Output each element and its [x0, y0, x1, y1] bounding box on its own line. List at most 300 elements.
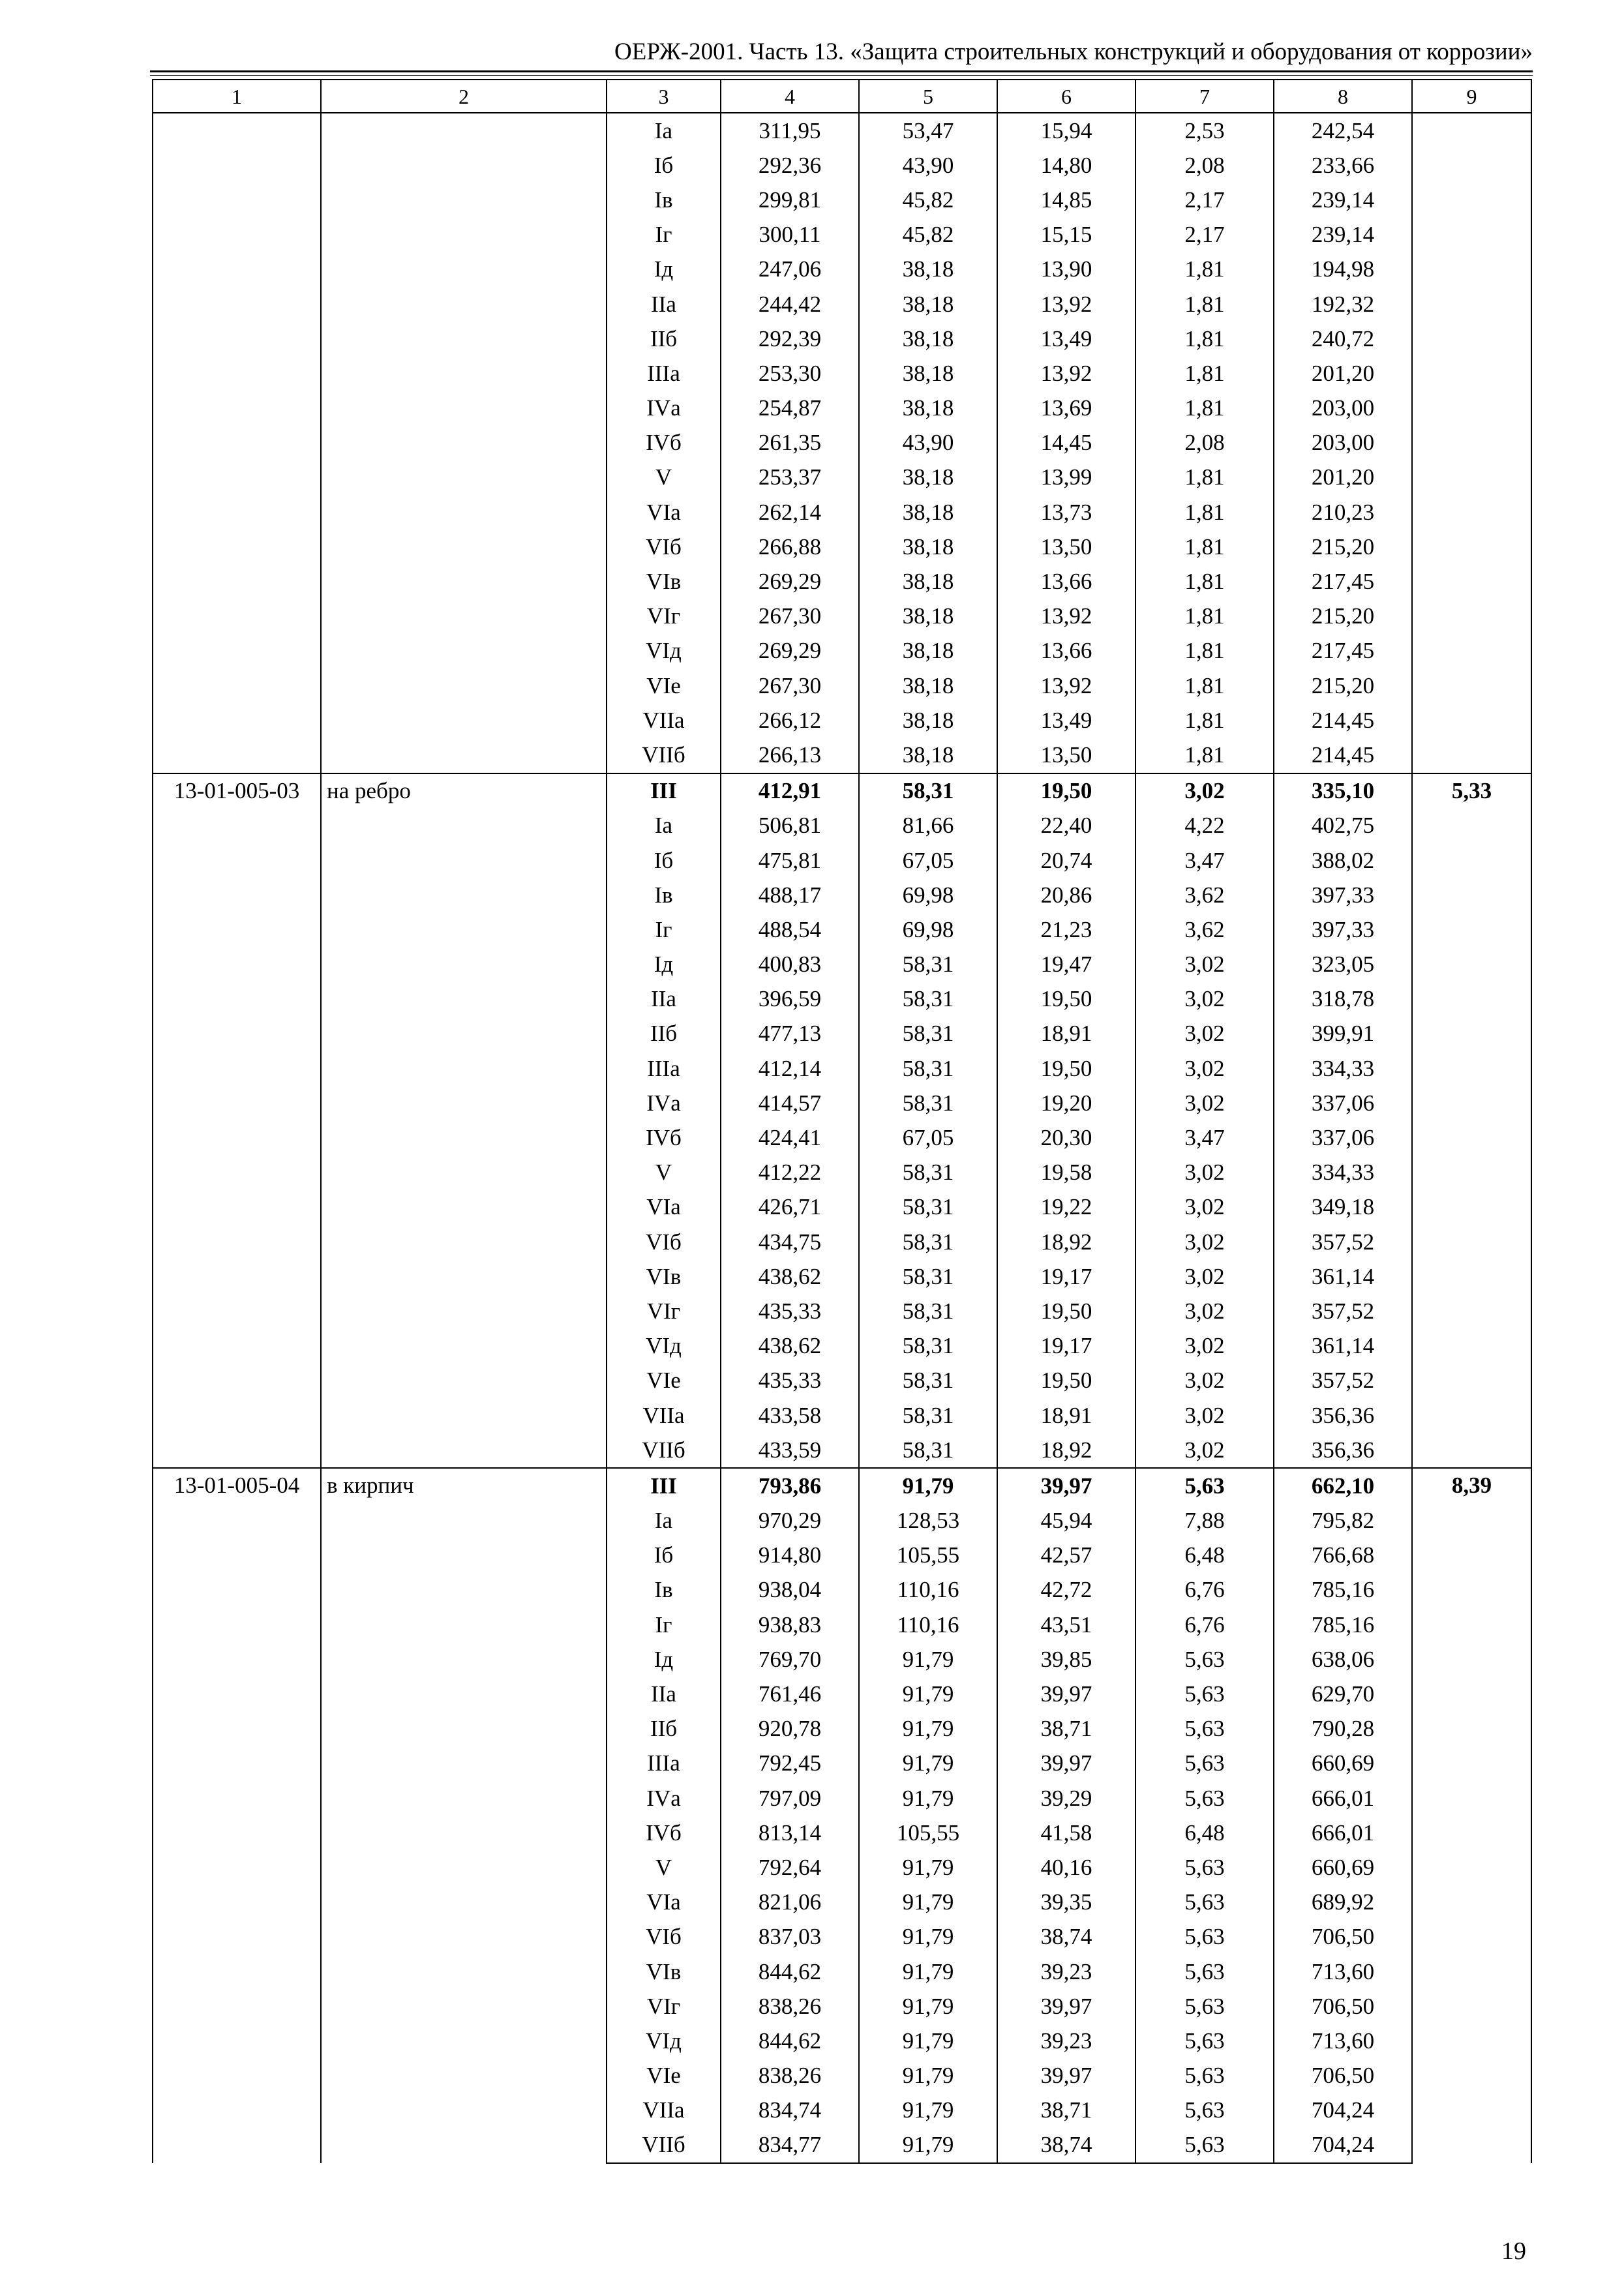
value-col6-cell: 13,73	[997, 495, 1135, 530]
column-number: 7	[1135, 80, 1274, 113]
value-col5-cell: 58,31	[859, 982, 997, 1017]
value-col8-cell: 334,33	[1274, 1051, 1412, 1086]
column-number: 2	[321, 80, 607, 113]
value-col6-cell: 18,91	[997, 1017, 1135, 1051]
value-col8-cell: 239,14	[1274, 183, 1412, 217]
work-name-cell	[321, 113, 607, 773]
value-col6-cell: 19,58	[997, 1156, 1135, 1190]
value-col5-cell: 91,79	[859, 1677, 997, 1711]
value-col8-cell: 706,50	[1274, 1989, 1412, 2024]
value-col5-cell: 58,31	[859, 1294, 997, 1328]
value-col5-cell: 110,16	[859, 1608, 997, 1642]
value-col5-cell: 58,31	[859, 1156, 997, 1190]
class-cell: VIа	[607, 495, 721, 530]
value-col7-cell: 1,81	[1135, 564, 1274, 599]
class-cell: VIб	[607, 1920, 721, 1954]
value-col8-cell: 666,01	[1274, 1781, 1412, 1816]
value-col6-cell: 13,92	[997, 668, 1135, 703]
value-col7-cell: 1,81	[1135, 703, 1274, 738]
value-col8-cell: 233,66	[1274, 148, 1412, 183]
class-cell: IIа	[607, 287, 721, 322]
value-col5-cell: 58,31	[859, 1225, 997, 1259]
value-col6-cell: 39,97	[997, 2059, 1135, 2093]
class-cell: VIе	[607, 2059, 721, 2093]
value-col5-cell: 91,79	[859, 2093, 997, 2128]
class-cell: IIб	[607, 1017, 721, 1051]
class-cell: Iг	[607, 218, 721, 252]
rate-code-cell: 13-01-005-03	[153, 773, 321, 1469]
class-cell: Iд	[607, 1642, 721, 1677]
value-col4-cell: 834,77	[721, 2128, 859, 2163]
value-col5-cell: 58,31	[859, 1259, 997, 1294]
value-col4-cell: 253,37	[721, 460, 859, 495]
value-col6-cell: 13,92	[997, 356, 1135, 391]
value-col6-cell: 39,35	[997, 1885, 1135, 1920]
value-col4-cell: 433,58	[721, 1398, 859, 1433]
value-col6-cell: 40,16	[997, 1850, 1135, 1885]
value-col8-cell: 713,60	[1274, 2024, 1412, 2058]
value-col8-cell: 335,10	[1274, 773, 1412, 809]
class-cell: Iа	[607, 113, 721, 148]
value-col5-cell: 105,55	[859, 1538, 997, 1573]
value-col5-cell: 43,90	[859, 148, 997, 183]
class-cell: III	[607, 1468, 721, 1503]
value-col5-cell: 110,16	[859, 1573, 997, 1608]
value-col6-cell: 41,58	[997, 1816, 1135, 1850]
value-col8-cell: 706,50	[1274, 2059, 1412, 2093]
class-cell: Iв	[607, 878, 721, 912]
value-col4-cell: 506,81	[721, 809, 859, 843]
value-col4-cell: 266,13	[721, 738, 859, 773]
value-col8-cell: 217,45	[1274, 564, 1412, 599]
value-col8-cell: 361,14	[1274, 1329, 1412, 1364]
value-col5-cell: 58,31	[859, 1329, 997, 1364]
class-cell: VIв	[607, 564, 721, 599]
class-cell: Iа	[607, 1504, 721, 1538]
value-col8-cell: 357,52	[1274, 1225, 1412, 1259]
value-col8-cell: 215,20	[1274, 530, 1412, 564]
value-col6-cell: 18,92	[997, 1225, 1135, 1259]
value-col5-cell: 58,31	[859, 1017, 997, 1051]
value-col4-cell: 838,26	[721, 2059, 859, 2093]
class-cell: IVа	[607, 1086, 721, 1120]
rates-table-body	[153, 80, 1531, 2163]
value-col5-cell: 38,18	[859, 460, 997, 495]
value-col6-cell: 38,71	[997, 1712, 1135, 1746]
value-col5-cell: 58,31	[859, 1051, 997, 1086]
value-col4-cell: 267,30	[721, 668, 859, 703]
value-col4-cell: 477,13	[721, 1017, 859, 1051]
value-col6-cell: 39,29	[997, 1781, 1135, 1816]
value-col6-cell: 19,50	[997, 1294, 1135, 1328]
class-cell: VIIб	[607, 738, 721, 773]
value-col8-cell: 217,45	[1274, 634, 1412, 668]
column-number: 5	[859, 80, 997, 113]
value-col4-cell: 914,80	[721, 1538, 859, 1573]
value-col4-cell: 838,26	[721, 1989, 859, 2024]
value-col7-cell: 5,63	[1135, 1781, 1274, 1816]
value-col4-cell: 262,14	[721, 495, 859, 530]
value-col5-cell: 38,18	[859, 703, 997, 738]
value-col8-cell: 334,33	[1274, 1156, 1412, 1190]
value-col8-cell: 239,14	[1274, 218, 1412, 252]
value-col6-cell: 21,23	[997, 912, 1135, 947]
value-col4-cell: 396,59	[721, 982, 859, 1017]
class-cell: III	[607, 773, 721, 809]
value-col6-cell: 14,80	[997, 148, 1135, 183]
value-col7-cell: 3,62	[1135, 912, 1274, 947]
value-col4-cell: 267,30	[721, 599, 859, 634]
value-col8-cell: 201,20	[1274, 356, 1412, 391]
value-col8-cell: 629,70	[1274, 1677, 1412, 1711]
class-cell: VIд	[607, 1329, 721, 1364]
column-number: 3	[607, 80, 721, 113]
header-divider-thin	[150, 75, 1533, 76]
class-cell: VIIа	[607, 1398, 721, 1433]
value-col4-cell: 400,83	[721, 948, 859, 982]
value-col6-cell: 39,97	[997, 1746, 1135, 1781]
value-col4-cell: 837,03	[721, 1920, 859, 1954]
value-col5-cell: 91,79	[859, 2024, 997, 2058]
value-col8-cell: 194,98	[1274, 252, 1412, 287]
total-cell: 5,33	[1412, 773, 1531, 1469]
value-col8-cell: 666,01	[1274, 1816, 1412, 1850]
rates-table	[152, 79, 1532, 2164]
value-col4-cell: 844,62	[721, 1954, 859, 1989]
value-col7-cell: 1,81	[1135, 634, 1274, 668]
value-col8-cell: 210,23	[1274, 495, 1412, 530]
table-row	[153, 113, 1531, 148]
value-col7-cell: 5,63	[1135, 2128, 1274, 2163]
value-col4-cell: 438,62	[721, 1329, 859, 1364]
class-cell: Iв	[607, 1573, 721, 1608]
class-cell: VIд	[607, 634, 721, 668]
value-col6-cell: 15,15	[997, 218, 1135, 252]
value-col8-cell: 215,20	[1274, 668, 1412, 703]
value-col5-cell: 58,31	[859, 773, 997, 809]
value-col4-cell: 792,64	[721, 1850, 859, 1885]
value-col4-cell: 970,29	[721, 1504, 859, 1538]
value-col7-cell: 6,48	[1135, 1816, 1274, 1850]
work-name-cell: на ребро	[321, 773, 607, 1469]
value-col7-cell: 1,81	[1135, 460, 1274, 495]
value-col7-cell: 3,02	[1135, 1051, 1274, 1086]
class-cell: Iг	[607, 912, 721, 947]
value-col7-cell: 1,81	[1135, 495, 1274, 530]
value-col6-cell: 19,22	[997, 1190, 1135, 1225]
class-cell: VIа	[607, 1885, 721, 1920]
value-col5-cell: 91,79	[859, 1781, 997, 1816]
value-col7-cell: 2,08	[1135, 426, 1274, 460]
value-col6-cell: 45,94	[997, 1504, 1135, 1538]
value-col4-cell: 844,62	[721, 2024, 859, 2058]
value-col6-cell: 14,45	[997, 426, 1135, 460]
value-col4-cell: 813,14	[721, 1816, 859, 1850]
value-col7-cell: 1,81	[1135, 668, 1274, 703]
class-cell: VIд	[607, 2024, 721, 2058]
value-col7-cell: 1,81	[1135, 287, 1274, 322]
value-col8-cell: 704,24	[1274, 2128, 1412, 2163]
value-col7-cell: 3,02	[1135, 1017, 1274, 1051]
value-col8-cell: 203,00	[1274, 391, 1412, 426]
value-col8-cell: 240,72	[1274, 322, 1412, 356]
value-col6-cell: 13,49	[997, 703, 1135, 738]
value-col7-cell: 6,76	[1135, 1608, 1274, 1642]
value-col7-cell: 5,63	[1135, 1642, 1274, 1677]
value-col5-cell: 91,79	[859, 1989, 997, 2024]
value-col7-cell: 1,81	[1135, 391, 1274, 426]
page-number: 19	[1501, 2237, 1526, 2265]
value-col6-cell: 18,92	[997, 1433, 1135, 1468]
value-col8-cell: 214,45	[1274, 738, 1412, 773]
value-col7-cell: 5,63	[1135, 2093, 1274, 2128]
class-cell: VIг	[607, 599, 721, 634]
value-col5-cell: 45,82	[859, 218, 997, 252]
column-number: 6	[997, 80, 1135, 113]
value-col6-cell: 39,97	[997, 1677, 1135, 1711]
value-col6-cell: 20,86	[997, 878, 1135, 912]
value-col4-cell: 261,35	[721, 426, 859, 460]
value-col5-cell: 81,66	[859, 809, 997, 843]
value-col8-cell: 713,60	[1274, 1954, 1412, 1989]
value-col7-cell: 3,47	[1135, 1120, 1274, 1155]
value-col5-cell: 53,47	[859, 113, 997, 148]
class-cell: V	[607, 1156, 721, 1190]
value-col6-cell: 19,47	[997, 948, 1135, 982]
value-col6-cell: 38,74	[997, 1920, 1135, 1954]
value-col6-cell: 20,74	[997, 843, 1135, 878]
value-col8-cell: 402,75	[1274, 809, 1412, 843]
class-cell: Iб	[607, 843, 721, 878]
value-col5-cell: 45,82	[859, 183, 997, 217]
value-col8-cell: 706,50	[1274, 1920, 1412, 1954]
value-col8-cell: 356,36	[1274, 1433, 1412, 1468]
value-col6-cell: 42,57	[997, 1538, 1135, 1573]
value-col4-cell: 269,29	[721, 634, 859, 668]
value-col8-cell: 356,36	[1274, 1398, 1412, 1433]
value-col5-cell: 43,90	[859, 426, 997, 460]
value-col8-cell: 638,06	[1274, 1642, 1412, 1677]
value-col5-cell: 91,79	[859, 2059, 997, 2093]
value-col5-cell: 91,79	[859, 1712, 997, 1746]
value-col7-cell: 5,63	[1135, 1954, 1274, 1989]
value-col6-cell: 38,71	[997, 2093, 1135, 2128]
value-col4-cell: 792,45	[721, 1746, 859, 1781]
value-col4-cell: 244,42	[721, 287, 859, 322]
document-header-title: ОЕРЖ-2001. Часть 13. «Защита строительных конструкций и оборудования от коррозии»	[614, 38, 1533, 65]
value-col5-cell: 38,18	[859, 252, 997, 287]
value-col7-cell: 5,63	[1135, 1468, 1274, 1503]
value-col7-cell: 5,63	[1135, 1885, 1274, 1920]
value-col7-cell: 1,81	[1135, 252, 1274, 287]
value-col8-cell: 660,69	[1274, 1850, 1412, 1885]
table-row	[153, 773, 1531, 809]
rate-code-cell: 13-01-005-04	[153, 1468, 321, 2163]
value-col4-cell: 435,33	[721, 1294, 859, 1328]
header-divider-thick	[150, 70, 1533, 72]
value-col6-cell: 42,72	[997, 1573, 1135, 1608]
value-col7-cell: 3,02	[1135, 1225, 1274, 1259]
value-col8-cell: 357,52	[1274, 1294, 1412, 1328]
value-col8-cell: 215,20	[1274, 599, 1412, 634]
class-cell: VIIа	[607, 703, 721, 738]
value-col6-cell: 15,94	[997, 113, 1135, 148]
value-col8-cell: 323,05	[1274, 948, 1412, 982]
value-col7-cell: 3,02	[1135, 1259, 1274, 1294]
value-col6-cell: 18,91	[997, 1398, 1135, 1433]
class-cell: VIг	[607, 1989, 721, 2024]
value-col7-cell: 2,17	[1135, 218, 1274, 252]
value-col5-cell: 38,18	[859, 738, 997, 773]
class-cell: Iг	[607, 1608, 721, 1642]
value-col5-cell: 38,18	[859, 391, 997, 426]
value-col4-cell: 254,87	[721, 391, 859, 426]
value-col4-cell: 797,09	[721, 1781, 859, 1816]
class-cell: IIIа	[607, 1746, 721, 1781]
value-col5-cell: 91,79	[859, 1850, 997, 1885]
value-col4-cell: 761,46	[721, 1677, 859, 1711]
value-col6-cell: 19,17	[997, 1329, 1135, 1364]
value-col7-cell: 4,22	[1135, 809, 1274, 843]
value-col7-cell: 1,81	[1135, 530, 1274, 564]
value-col8-cell: 662,10	[1274, 1468, 1412, 1503]
column-number: 8	[1274, 80, 1412, 113]
value-col6-cell: 13,49	[997, 322, 1135, 356]
value-col7-cell: 3,02	[1135, 773, 1274, 809]
value-col7-cell: 3,02	[1135, 1294, 1274, 1328]
value-col6-cell: 13,92	[997, 599, 1135, 634]
class-cell: Iа	[607, 809, 721, 843]
value-col6-cell: 14,85	[997, 183, 1135, 217]
value-col8-cell: 795,82	[1274, 1504, 1412, 1538]
value-col4-cell: 424,41	[721, 1120, 859, 1155]
value-col7-cell: 5,63	[1135, 1850, 1274, 1885]
value-col8-cell: 766,68	[1274, 1538, 1412, 1573]
value-col7-cell: 3,02	[1135, 1329, 1274, 1364]
value-col8-cell: 337,06	[1274, 1120, 1412, 1155]
value-col7-cell: 3,02	[1135, 1190, 1274, 1225]
value-col4-cell: 412,91	[721, 773, 859, 809]
class-cell: VIг	[607, 1294, 721, 1328]
value-col5-cell: 58,31	[859, 1364, 997, 1398]
value-col7-cell: 5,63	[1135, 1677, 1274, 1711]
value-col6-cell: 13,66	[997, 564, 1135, 599]
value-col7-cell: 3,02	[1135, 948, 1274, 982]
value-col7-cell: 7,88	[1135, 1504, 1274, 1538]
value-col5-cell: 91,79	[859, 1920, 997, 1954]
class-cell: VIб	[607, 1225, 721, 1259]
value-col5-cell: 38,18	[859, 668, 997, 703]
value-col8-cell: 214,45	[1274, 703, 1412, 738]
value-col6-cell: 39,97	[997, 1989, 1135, 2024]
value-col6-cell: 19,17	[997, 1259, 1135, 1294]
class-cell: IIIа	[607, 1051, 721, 1086]
class-cell: VIа	[607, 1190, 721, 1225]
class-cell: IVа	[607, 391, 721, 426]
class-cell: VIб	[607, 530, 721, 564]
value-col5-cell: 69,98	[859, 878, 997, 912]
value-col7-cell: 5,63	[1135, 2059, 1274, 2093]
class-cell: IIа	[607, 982, 721, 1017]
class-cell: VIе	[607, 668, 721, 703]
class-cell: Iб	[607, 148, 721, 183]
value-col5-cell: 91,79	[859, 2128, 997, 2163]
value-col6-cell: 13,66	[997, 634, 1135, 668]
value-col6-cell: 19,50	[997, 773, 1135, 809]
value-col8-cell: 192,32	[1274, 287, 1412, 322]
value-col7-cell: 2,08	[1135, 148, 1274, 183]
value-col5-cell: 38,18	[859, 564, 997, 599]
value-col5-cell: 58,31	[859, 1398, 997, 1433]
value-col5-cell: 38,18	[859, 495, 997, 530]
value-col7-cell: 6,76	[1135, 1573, 1274, 1608]
value-col6-cell: 13,92	[997, 287, 1135, 322]
value-col7-cell: 5,63	[1135, 1920, 1274, 1954]
class-cell: Iв	[607, 183, 721, 217]
value-col5-cell: 91,79	[859, 1885, 997, 1920]
class-cell: IIб	[607, 1712, 721, 1746]
column-number: 4	[721, 80, 859, 113]
value-col5-cell: 38,18	[859, 356, 997, 391]
class-cell: IVб	[607, 1816, 721, 1850]
value-col6-cell: 22,40	[997, 809, 1135, 843]
value-col7-cell: 3,02	[1135, 1364, 1274, 1398]
value-col8-cell: 397,33	[1274, 912, 1412, 947]
value-col6-cell: 39,85	[997, 1642, 1135, 1677]
value-col4-cell: 412,14	[721, 1051, 859, 1086]
value-col8-cell: 201,20	[1274, 460, 1412, 495]
value-col7-cell: 3,02	[1135, 1086, 1274, 1120]
value-col4-cell: 938,04	[721, 1573, 859, 1608]
value-col5-cell: 38,18	[859, 322, 997, 356]
value-col8-cell: 349,18	[1274, 1190, 1412, 1225]
value-col4-cell: 253,30	[721, 356, 859, 391]
value-col7-cell: 3,02	[1135, 1433, 1274, 1468]
value-col7-cell: 1,81	[1135, 322, 1274, 356]
value-col6-cell: 19,50	[997, 982, 1135, 1017]
class-cell: IVа	[607, 1781, 721, 1816]
value-col5-cell: 38,18	[859, 599, 997, 634]
class-cell: IVб	[607, 1120, 721, 1155]
value-col7-cell: 1,81	[1135, 356, 1274, 391]
value-col7-cell: 1,81	[1135, 599, 1274, 634]
value-col4-cell: 438,62	[721, 1259, 859, 1294]
value-col7-cell: 2,17	[1135, 183, 1274, 217]
value-col6-cell: 39,97	[997, 1468, 1135, 1503]
value-col4-cell: 292,36	[721, 148, 859, 183]
value-col4-cell: 488,17	[721, 878, 859, 912]
value-col6-cell: 38,74	[997, 2128, 1135, 2163]
class-cell: VIIа	[607, 2093, 721, 2128]
value-col4-cell: 920,78	[721, 1712, 859, 1746]
class-cell: IIа	[607, 1677, 721, 1711]
table-row	[153, 1468, 1531, 1503]
value-col4-cell: 938,83	[721, 1608, 859, 1642]
column-number: 9	[1412, 80, 1531, 113]
total-cell: 8,39	[1412, 1468, 1531, 2163]
class-cell: VIIб	[607, 1433, 721, 1468]
value-col5-cell: 67,05	[859, 843, 997, 878]
value-col4-cell: 434,75	[721, 1225, 859, 1259]
class-cell: VIе	[607, 1364, 721, 1398]
value-col5-cell: 91,79	[859, 1954, 997, 1989]
value-col5-cell: 91,79	[859, 1468, 997, 1503]
value-col4-cell: 292,39	[721, 322, 859, 356]
value-col4-cell: 247,06	[721, 252, 859, 287]
value-col7-cell: 5,63	[1135, 1989, 1274, 2024]
class-cell: Iд	[607, 948, 721, 982]
value-col8-cell: 357,52	[1274, 1364, 1412, 1398]
